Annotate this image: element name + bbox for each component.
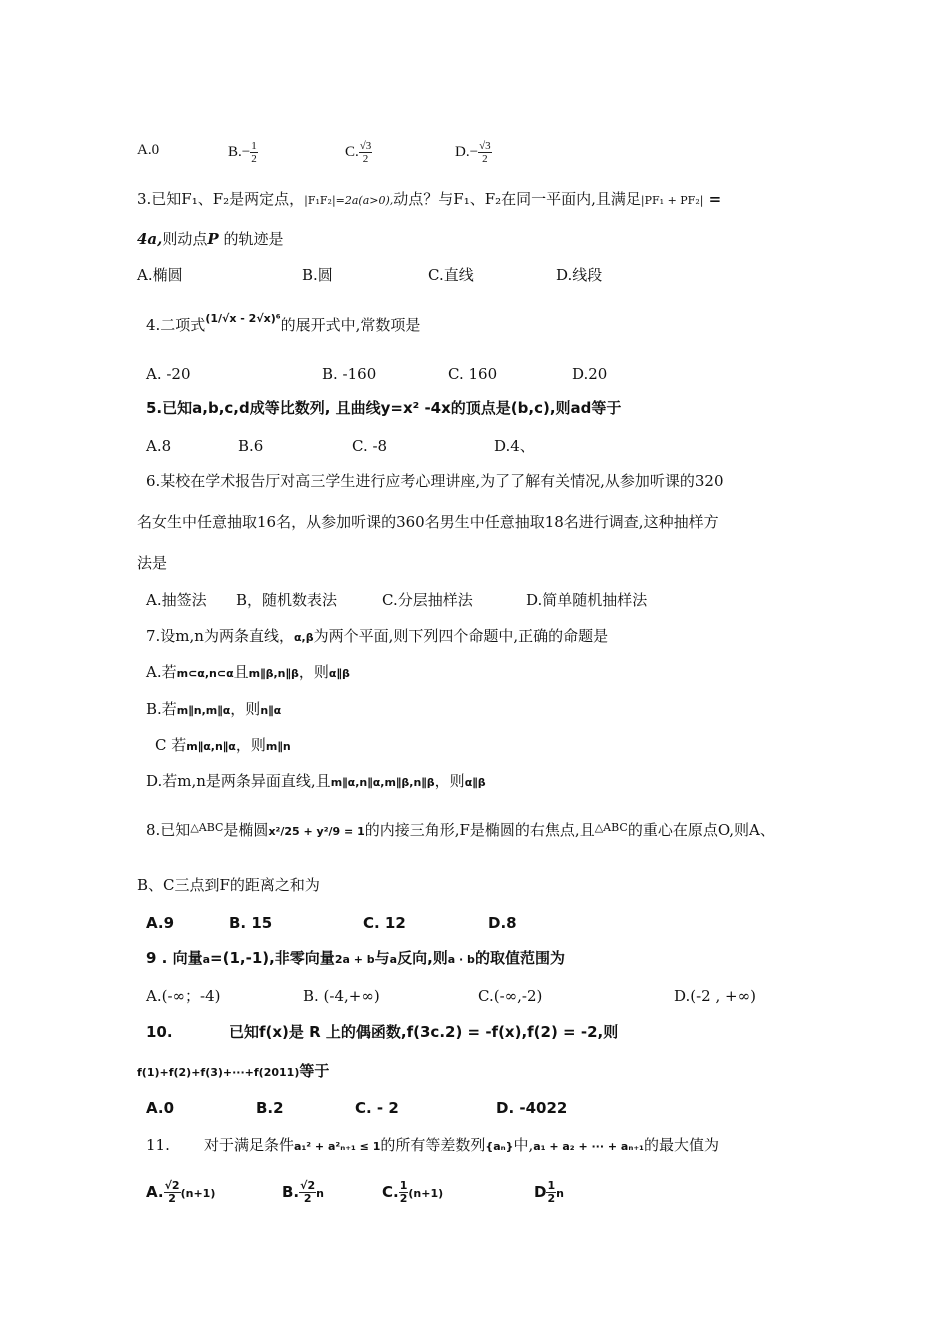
q2-option-b: B.− $\frac{1}{2}$: [228, 140, 257, 165]
sum-expression: f(1)+f(2)+f(3)+···+f(2011): [137, 1066, 300, 1079]
partial-sum: a₁ + a₂ + ··· + aₙ₊₁: [533, 1140, 644, 1153]
q11-option-a: A. $\frac{√2}{2}$ (n+1): [146, 1179, 216, 1205]
q10-option-d: D. -4022: [496, 1099, 568, 1117]
q7-option-a: A.若m⊂α,n⊂α且m∥β,n∥β，则α∥β: [146, 663, 350, 681]
q7-stem: 7.设m,n为两条直线，α,β为两个平面,则下列四个命题中,正确的命题是: [146, 627, 609, 645]
pf-vector-sum: |PF₁ + PF₂|: [640, 194, 704, 207]
q3-option-d: D.线段: [556, 266, 603, 284]
q8-option-d: D.8: [488, 914, 517, 932]
q9-option-b: B. (-4,+∞): [303, 987, 380, 1005]
q4-option-d: D.20: [572, 365, 608, 383]
q11-option-d: D $\frac{1}{2}$ n: [534, 1179, 564, 1205]
q6-stem-line3: 法是: [137, 554, 168, 572]
q3-option-a: A.椭圆: [137, 266, 183, 284]
ellipse-equation: x²/25 + y²/9 = 1: [268, 825, 365, 838]
q10-option-a: A.0: [146, 1099, 175, 1117]
q6-stem-line1: 6.某校在学术报告厅对高三学生进行应考心理讲座,为了了解有关情况,从参加听课的320: [146, 472, 724, 490]
binomial-expression: (1/√x - 2√x)⁶: [205, 312, 281, 325]
q6-stem-line2: 名女生中任意抽取16名，从参加听课的360名男生中任意抽取18名进行调查,这种抽样方: [137, 513, 719, 531]
q9-stem: 9 . 向量a=(1,-1),非零向量2a + b与a反向,则a · b的取值范围为: [146, 949, 565, 967]
q11-number: 11.: [146, 1136, 170, 1154]
q6-option-d: D.简单随机抽样法: [526, 591, 648, 609]
q5-stem: 5.已知a,b,c,d成等比数列, 且曲线y=x² -4x的顶点是(b,c),则ad等于: [146, 399, 622, 417]
q7-option-c: C 若m∥α,n∥α，则m∥n: [155, 736, 291, 754]
q8-option-a: A.9: [146, 914, 175, 932]
q4-option-c: C. 160: [448, 365, 498, 383]
f1f2-vector: |F₁F₂|: [304, 194, 336, 207]
q2-option-a: A.0: [137, 142, 160, 158]
q11-stem: 对于满足条件a₁² + a²ₙ₊₁ ≤ 1的所有等差数列{aₙ}中,a₁ + a₂ + ··· + aₙ₊₁的最大值为: [204, 1136, 719, 1154]
q3-stem-line2: 4a,则动点P 的轨迹是: [137, 230, 284, 248]
q7-option-d: D.若m,n是两条异面直线,且m∥α,n∥α,m∥β,n∥β，则α∥β: [146, 772, 486, 790]
q8-stem-line1: 8.已知$^{\triangle ABC}$是椭圆x²/25 + y²/9 = 1的内接三角形,F是椭圆的右焦点,且$^{\triangle ABC}$的重心在原点O,则A、: [146, 821, 775, 839]
q10-option-b: B.2: [256, 1099, 284, 1117]
q2-option-d: D.− $\frac{√3}{2}$: [455, 140, 491, 165]
q10-stem-line2: f(1)+f(2)+f(3)+···+f(2011)等于: [137, 1062, 330, 1080]
q3-option-b: B.圆: [302, 266, 333, 284]
q5-option-d: D.4、: [494, 437, 535, 455]
q8-option-c: C. 12: [363, 914, 406, 932]
q5-option-c: C. -8: [352, 437, 388, 455]
q8-option-b: B. 15: [229, 914, 273, 932]
q10-stem: 已知f(x)是 R 上的偶函数,f(3c.2) = -f(x),f(2) = -2,则: [229, 1023, 619, 1041]
q8-stem-line2: B、C三点到F的距离之和为: [137, 876, 320, 894]
q9-option-c: C.(-∞,-2): [478, 987, 543, 1005]
q7-option-b: B.若m∥n,m∥α，则n∥α: [146, 700, 282, 718]
q6-option-c: C.分层抽样法: [382, 591, 473, 609]
q9-option-a: A.(-∞；-4): [146, 987, 221, 1005]
q4-stem: 4.二项式$^{(1/√x - 2√x)^6}$的展开式中,常数项是: [146, 312, 421, 334]
q6-option-b: B，随机数表法: [236, 591, 338, 609]
q4-option-a: A. -20: [146, 365, 191, 383]
q5-option-b: B.6: [238, 437, 264, 455]
q9-option-d: D.(-2 , +∞): [674, 987, 756, 1005]
q2-option-c: C. $\frac{√3}{2}$: [345, 140, 372, 165]
q11-option-c: C. $\frac{1}{2}$ (n+1): [382, 1179, 444, 1205]
q10-number: 10.: [146, 1023, 173, 1041]
q11-option-b: B. $\frac{√2}{2}$ n: [282, 1179, 324, 1205]
q3-option-c: C.直线: [428, 266, 474, 284]
q3-stem-line1: 3.已知F₁、F₂是两定点，|F₁F₂|=2a(a>0),动点？与F₁、F₂在同一平面内,且满足|PF₁ + PF₂| =: [137, 190, 722, 208]
q10-option-c: C. - 2: [355, 1099, 399, 1117]
q6-option-a: A.抽签法: [146, 591, 207, 609]
q4-option-b: B. -160: [322, 365, 377, 383]
q5-option-a: A.8: [146, 437, 172, 455]
